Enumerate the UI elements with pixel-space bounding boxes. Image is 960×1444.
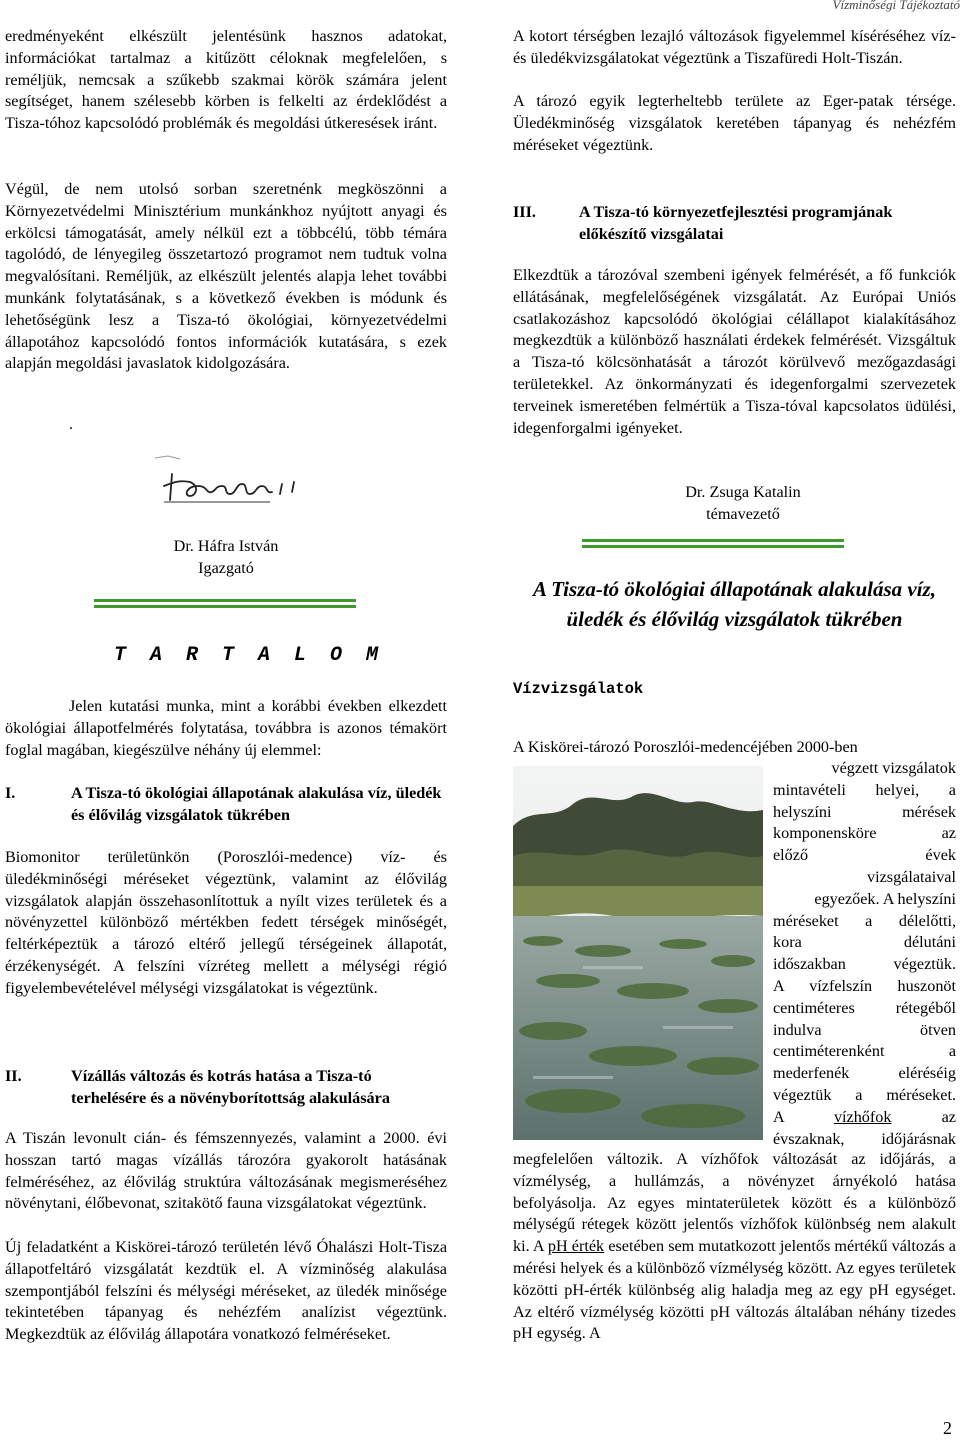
paragraph-intro-end: eredményeként elkészült jelentésünk hasznos adatokat, információkat tartalmaz a kitűzött céloknak megfelelően, s reméljük, nemcsak a szűkebb szakmai körök számára jelent segítséget, hanem szélesebb körben is felkelti az érdeklődést a Tisza-tóhoz kapcsolódó problémák és megoldási útkeresések iránt. <box>5 27 447 133</box>
stray-dot: . <box>69 416 73 433</box>
paragraph-dredging: A kotort térségben lezajló változások figyelemmel kíséréséhez víz- és üledékvizsgálatokat végeztünk a Tiszafüredi Holt-Tiszán. <box>513 27 956 67</box>
section-iii-heading <box>513 201 956 245</box>
section-number: II. <box>5 1067 22 1085</box>
paragraph-section-ii-b: Új feladatként a Kiskörei-tározó területén lévő Óhalászi Holt-Tisza állapotfeltáró vizsgálatát kezdtük el. A vízminőség alakulása szempontjából felszíni és mélységi méréseket, az üledék minősége tekintetében tápanyag és nehézfém analízist végeztünk. Megkezdtük az élővilág állapotára vonatkozó felméréseket. <box>5 1238 447 1344</box>
author-name: Dr. Zsuga Katalin <box>685 483 801 501</box>
author-role: témavezető <box>706 505 780 523</box>
article-title: A Tisza-tó ökológiai állapotának alakulása víz, üledék és élővilág vizsgálatok tükrében <box>533 577 936 631</box>
wrapped-line: helyszíni mérések <box>773 802 956 821</box>
wrapped-line: egyezőek. A helyszíni <box>814 889 956 908</box>
wrapped-line: A vízhőfok az <box>773 1107 956 1126</box>
signer-name: Dr. Háfra István <box>173 537 279 555</box>
signature-image <box>150 452 310 512</box>
section-title: Vízállás változás és kotrás hatása a Tisza-tó terhelésére és a növényborítottság alakulására <box>71 1067 390 1107</box>
section-number: III. <box>513 203 536 221</box>
running-header: Vízminőségi Tájékoztató <box>832 0 960 12</box>
wrapped-line: mintavételi helyei, a <box>773 780 956 799</box>
paragraph-acknowledgement: Végül, de nem utolsó sorban szeretnénk megköszönni a Környezetvédelmi Minisztérium munkánkhoz nyújtott anyagi és erkölcsi támogatását, amely nélkül ezt a többcélú, több témára tagolódó, de lényegileg összetartozó programot nem tudtuk volna megvalósítani. Reméljük, az elkészült jelentés alapja lehet további munkánk folytatásának, s a következő években is módunk és lehetőségünk lesz a Tisza-tó ökológiai, környezetvédelmi állapotához kapcsolódó fontos információk kutatására, s ezek alapján megoldási javaslatok kidolgozására. <box>5 180 447 373</box>
paragraph-section-ii-a: A Tiszán levonult cián- és fémszennyezés, valamint a 2000. évi hosszan tartó magas vízállás tározóra gyakorolt hatásának felméréséhez, az élővilág struktúra változásának megismeréséhez növénytani, élőbevonat, szitakötő fauna vizsgálatokat végeztünk. <box>5 1129 447 1213</box>
paragraph-contents-intro: Jelen kutatási munka, mint a korábbi években elkezdett ökológiai állapotfelmérés folytatása, továbbra is azonos témakört foglal magában, kiegészülve néhány új elemmel: <box>5 697 447 759</box>
wrapped-line: méréseket a délelőtti, <box>773 911 956 930</box>
wrapped-line: centiméteres rétegéből <box>773 998 956 1017</box>
paragraph-section-iii: Elkezdtük a tározóval szembeni igények felmérését, a fő funkciók ellátásának, megfelelőségének vizsgálatát. Az Európai Uniós csatlakozáshoz kapcsolódó ökológiai célállapot kialakításához megkezdtük a különböző használati érdekek felmérését. Vizsgáltuk a Tisza-tó kölcsönhatását a tározót körülvevő mezőgazdasági területekkel. Az önkormányzati és idegenforgalmi szervezetek terveinek ismeretében felmértük a Tisza-tóval kapcsolatos üdülési, idegenforgalmi igényeket. <box>513 266 956 437</box>
green-divider-right <box>582 539 844 548</box>
underlined-term: pH érték <box>547 1237 605 1256</box>
contents-heading: T A R T A L O M <box>114 644 385 667</box>
wrapped-line: évszaknak, időjárásnak <box>773 1129 956 1148</box>
paragraph-temperature-ph: megfelelően változik. A vízhőfok változását az időjárás, a vízmélység, a hullámzás, a növényzet árnyékoló hatása befolyásolja. Az egyes mintaterületek között és a különböző mélységű rétegek között jelentős vízhőfok különbség nem alakult ki. A pH érték esetében sem mutatkozott jelentős mértékű változás a mérési helyek és a különböző vízmélység között. Az egyes területek közötti pH-érték különbség alig haladja meg az egy pH egységet. Az eltérő vízmélység közötti pH változás általában néhány tizedes pH egység. A <box>513 1150 956 1343</box>
wrapped-line: indulva ötven <box>773 1020 956 1039</box>
wrapped-line: A vízfelszín huszonöt <box>773 976 956 995</box>
green-divider-left <box>94 599 356 608</box>
wrapped-line: mederfenék eléréséig <box>773 1064 956 1083</box>
wrapped-line: végzett vizsgálatok <box>831 759 956 777</box>
wrapped-line: időszakban végeztük. <box>773 955 956 974</box>
section-number: I. <box>5 784 16 802</box>
section-ii-heading <box>5 1065 447 1109</box>
section-title: A Tisza-tó ökológiai állapotának alakulása víz, üledék és élővilág vizsgálatok tükrében <box>71 784 442 824</box>
signer-role: Igazgató <box>198 559 254 577</box>
wrapped-line: vizsgálataival <box>867 867 956 886</box>
page-number: 2 <box>943 1418 952 1438</box>
section-title: A Tisza-tó környezetfejlesztési programjának előkészítő vizsgálatai <box>579 203 893 243</box>
subsection-heading: Vízvizsgálatok <box>513 680 644 698</box>
wrapped-line: komponensköre az <box>773 824 956 843</box>
wrapped-line: kora délutáni <box>773 933 956 952</box>
paragraph-eger-creek: A tározó egyik legterheltebb területe az Eger-patak térsége. Üledékminőség vizsgálatok keretében tápanyag és nehézfém méréseket végeztünk. <box>513 92 956 154</box>
wrapped-line: centiméterenként a <box>773 1042 956 1061</box>
wrapped-text-block <box>773 758 956 1150</box>
paragraph-water-lead: A Kiskörei-tározó Poroszlói-medencéjében 2000-ben <box>513 738 858 756</box>
section-i-heading <box>5 782 447 826</box>
wrapped-line: végeztük a méréseket. <box>773 1085 956 1104</box>
wrapped-line: előző évek <box>773 846 956 865</box>
lake-photo <box>513 766 763 1140</box>
paragraph-section-i: Biomonitor területünkön (Poroszlói-medence) víz- és üledékminőségi méréseket végeztünk, valamint az élővilág vizsgálatok alapján összehasonlítottuk a nyílt vizes területek és a növényzettel különböző mértékben fedett térségek minőségét, feltérképeztük a tározó eltérő jellegű térségeinek állapotát, érzékenységét. A felszíni vízréteg mellett a mélységi régió figyelembevételével mélységi vizsgálatokat is végeztünk. <box>5 848 447 997</box>
